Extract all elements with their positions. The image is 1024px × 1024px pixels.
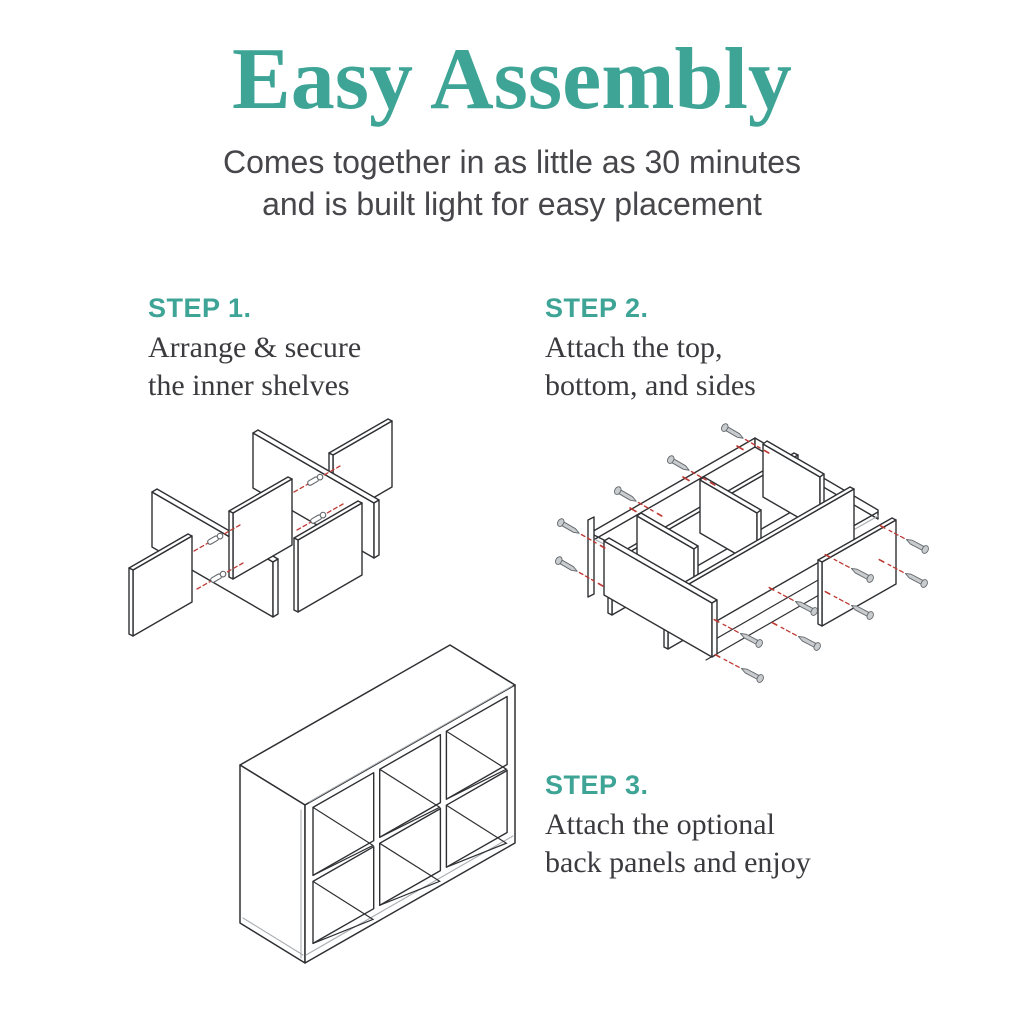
step-2-desc-line-1: Attach the top, [545,331,723,364]
step-1-label: STEP 1. [148,293,252,323]
step2-illustration-carcass-screws [554,423,930,684]
subtitle [0,141,1024,225]
step-1-description [148,329,578,405]
step-2-desc-line-2: bottom, and sides [545,369,756,403]
step-2-description [545,329,975,405]
step-2-block [545,293,975,405]
step-1-block [148,293,578,405]
step-1-desc-line-2: the inner shelves [148,369,350,403]
step-3-desc-line-2: back panels and enjoy [545,846,811,880]
step-1-desc-line-1: Arrange & secure [148,331,362,364]
step1-illustration-inner-shelves [129,419,392,636]
subtitle-line-1: Comes together in as little as 30 minutes [222,144,802,180]
page-title: Easy Assembly [232,31,792,128]
step-3-block [545,770,975,882]
step-3-description [545,806,975,882]
step-3-desc-line-1: Attach the optional [545,808,775,841]
step-3-label: STEP 3. [545,770,649,800]
subtitle-line-2: and is built light for easy placement [262,186,762,223]
step3-illustration-finished-organizer [240,645,515,963]
step-2-label: STEP 2. [545,293,649,323]
